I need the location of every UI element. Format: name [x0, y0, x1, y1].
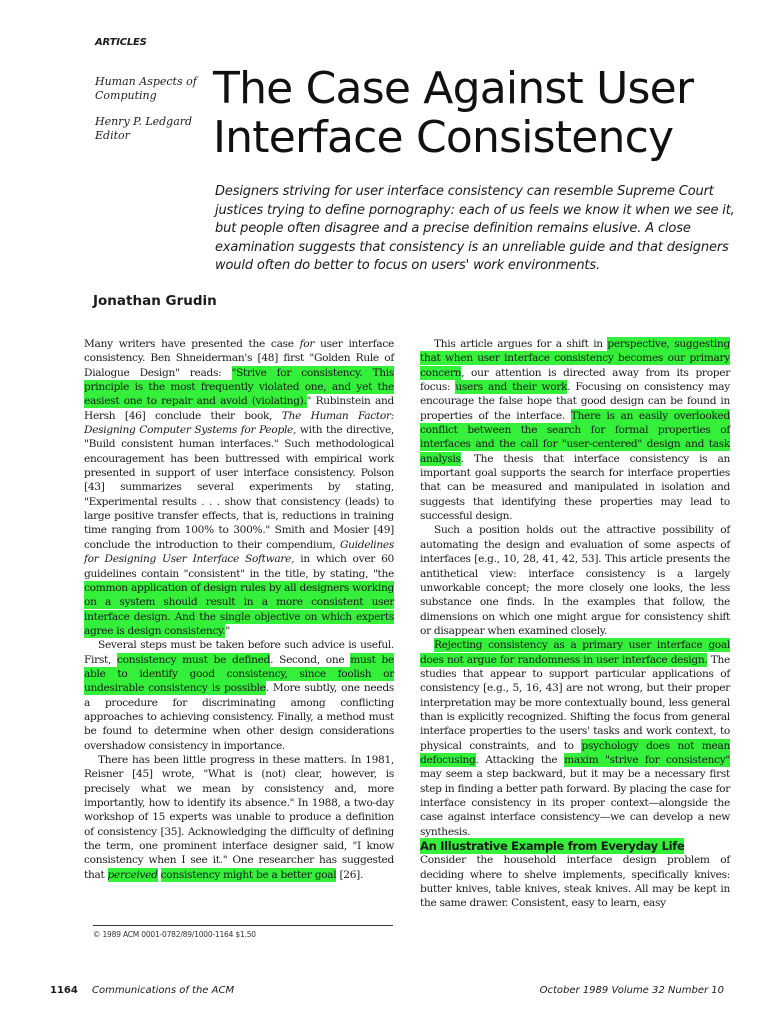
text-run: , our attention is directed away from its proper focus: [420, 366, 730, 394]
text-run: . The thesis that interface consistency is an important goal supports the search for interface properties that can be measured and manipulated in isolation and suggests that identifying these properties may lead to successful design. [420, 452, 730, 523]
section-heading [420, 839, 730, 853]
title-line-1: The Case Against User [213, 63, 694, 114]
text-run: [26]. [336, 868, 364, 881]
text-run: . Second, one [270, 653, 351, 666]
body-column-right [420, 337, 730, 911]
text-run: Many writers have presented the case [84, 338, 300, 350]
highlighted-text: must be able to identify good consistency, since foolish or undesirable consistency is possible [84, 653, 394, 695]
section-tag: ARTICLES [95, 37, 147, 48]
highlighted-text: users and their work [455, 381, 568, 394]
highlighted-text: "Strive for consistency. This principle is the most frequently violated one, and yet the easiest one to repair and avoid (violating). [84, 366, 394, 408]
editor-role: Editor [95, 129, 130, 142]
text-run: user interface consistency. Ben Shneiderman's [48] first "Golden Rule of Dialogue Design" reads: [84, 338, 394, 379]
highlighted-text: There is an easily overlooked conflict between the search for formal properties of interfaces and the call for "user-centered" design and task analysis [420, 409, 730, 465]
text-run: Such a position holds out the attractive possibility of automating the design and evaluation of some aspects of interfaces [e.g., 10, 28, 41, 42, 53]. This article presents the antithetical view: interface consistency is a largely unworkable concept; the more closely one looks, the less substance one finds. In the examples that follow, the dimensions on which one might argue for consistency shift or disappear when examined closely. [420, 524, 730, 637]
highlighted-text: perceived [107, 868, 158, 881]
issue-info: October 1989 Volume 32 Number 10 [539, 985, 724, 996]
paragraph [84, 753, 394, 882]
paragraph [420, 523, 730, 638]
text-run: Consider the household interface design problem of deciding where to shelve implements, specifically knives: butter knives, table knives, steak knives. All may be kept in the same drawer. Consistent, easy to learn, easy [420, 854, 730, 910]
paragraph [420, 337, 730, 523]
paragraph [84, 337, 394, 638]
text-run: for [299, 338, 315, 350]
column-info [95, 75, 205, 143]
highlighted-text: consistency might be a better goal [160, 868, 337, 881]
page-number: 1164 [50, 985, 78, 996]
column-name: Human Aspects of Computing [95, 75, 197, 102]
highlighted-text: common application of design rules by all designers working on a system should result in a more consistent user interface design. And the single objective on which experts agree is design consistency. [84, 581, 394, 637]
body-column-left [84, 337, 394, 882]
text-run: " Rubinstein and Hersh [46] conclude their book, [84, 395, 394, 422]
text-run: The Human Factor: Designing Computer Systems for People, [84, 409, 394, 437]
journal-name: Communications of the ACM [92, 985, 235, 996]
highlighted-text: psychology does not mean defocusing [420, 739, 730, 766]
text-run: This article argues for a shift in [434, 338, 608, 350]
highlighted-text: An Illustrative Example from Everyday Life [420, 839, 685, 854]
highlighted-text: Rejecting consistency as a primary user interface goal does not argue for randomness in user interface design. [420, 639, 730, 666]
editor-name: Henry P. Ledgard [95, 115, 193, 128]
text-run: Several steps must be taken before such advice is useful. First, [84, 639, 394, 666]
text-run: may seem a step backward, but it may be a necessary first step in finding a better path forward. By placing the case for interface consistency in its proper context—alongside the case against interface consistency—we can develop a new synthesis. [420, 768, 730, 838]
text-run: There has been little progress in these matters. In 1981, Reisner [45] wrote, "What is (not) clear, however, is precisely what we mean by consistency and, more importantly, how to identify its absence." In 1988, a two-day workshop of 15 experts was unable to produce a definition of consistency [35]. Acknowledging the difficulty of defining the term, one prominent interface designer said, "I know consistency when I see it." One researcher has suggested that [84, 753, 394, 881]
text-run: . More subtly, one needs a procedure for discriminating among conflicting approaches to achieving consistency. Finally, a method must be found to determine when other design considerations overshadow consistency in importance. [84, 682, 394, 752]
title-line-2: Interface Consistency [213, 112, 674, 163]
paragraph [84, 638, 394, 753]
highlighted-text: maxim "strive for consistency" [564, 753, 730, 766]
copyright-notice: © 1989 ACM 0001-0782/89/1000-1164 $1.50 [93, 925, 393, 939]
highlighted-text: consistency must be defined [117, 653, 271, 666]
text-run: . Focusing on consistency may encourage the false hope that good design can be found in properties of the interface. [420, 381, 730, 422]
paragraph [420, 853, 730, 910]
text-run: " [225, 624, 230, 637]
article-title [213, 64, 693, 162]
text-run: in which over 60 guidelines contain "consistent" in the title, by stating, "the [84, 553, 394, 580]
author-name: Jonathan Grudin [93, 293, 217, 309]
text-run: with the directive, "Build consistent human interfaces." Such methodological encouragement has been buttressed with empirical work presented in support of user interface consistency. Polson [43] summarizes several experiments by stating, "Experimental results . . . show that consistency (leads) to large positive transfer effects, that is, reductions in training time ranging from 100% to 300%." Smith and Mosier [49] conclude the introduction to their compendium, [84, 424, 394, 551]
text-run: . Attacking the [475, 753, 565, 766]
paragraph [420, 638, 730, 839]
highlighted-text: perspective, suggesting that when user interface consistency becomes our primary concern [420, 338, 730, 379]
text-run: The studies that appear to support particular applications of consistency [e.g., 5, 16, 43] are not wrong, but their proper interpretation may be more contextually bound, less general than is explicitly recognized. Shifting the focus from general interface properties to the users' tasks and work context, to physical constraints, and to [420, 653, 730, 752]
text-run: Guidelines for Designing User Interface Software, [84, 538, 394, 566]
article-abstract: Designers striving for user interface consistency can resemble Supreme Court justices trying to define pornography: each of us feels we know it when we see it, but people often disagree and a precise definition remains elusive. A close examination suggests that consistency is an unreliable guide and that designers would often do better to focus on users' work environments. [215, 184, 735, 273]
